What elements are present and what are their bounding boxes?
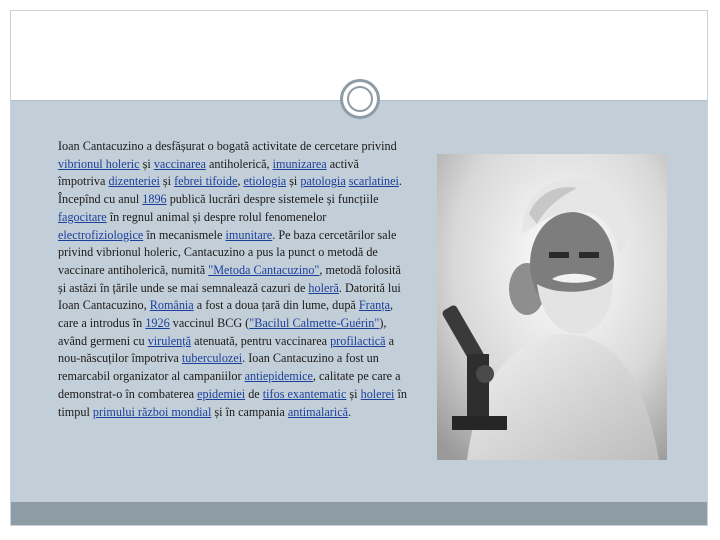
- paragraph-text: . Datorită lui Ioan Cantacuzino,: [58, 280, 401, 313]
- paragraph-link[interactable]: 1896: [142, 192, 167, 207]
- paragraph-link[interactable]: "Metoda Cantacuzino": [208, 262, 320, 277]
- paragraph-text: a fost a doua țară din lume, după: [193, 298, 359, 313]
- paragraph-text: și: [159, 174, 175, 189]
- footer-bar: [11, 502, 707, 525]
- paragraph-link[interactable]: febrei tifoide: [174, 174, 238, 189]
- paragraph-text: atenuată, pentru vaccinarea: [191, 333, 331, 348]
- paragraph-text: Ioan Cantacuzino a desfășurat o bogată activitate de cercetare privind: [58, 139, 397, 153]
- paragraph-text: și în campania: [211, 404, 288, 419]
- paragraph-link[interactable]: România: [149, 298, 194, 313]
- paragraph-link[interactable]: virulență: [147, 333, 192, 348]
- paragraph-text: ), având germeni cu: [58, 316, 387, 348]
- paragraph-text: , calitate pe care a demonstrat-o în combaterea: [58, 369, 401, 401]
- paragraph-link[interactable]: holerei: [360, 386, 395, 401]
- paragraph-link[interactable]: antiepidemice: [244, 369, 313, 384]
- paragraph-link[interactable]: vaccinarea: [153, 156, 206, 171]
- portrait-photo: [437, 154, 667, 460]
- paragraph-text: , care a introdus în: [58, 298, 394, 331]
- paragraph-text: activă împotriva: [58, 156, 359, 189]
- paragraph-text: publică lucrări despre sistemele și funcțiile: [166, 192, 379, 207]
- paragraph-link[interactable]: imunizarea: [272, 156, 327, 171]
- biography-paragraph: [58, 138, 408, 421]
- paragraph-link[interactable]: etiologia: [243, 174, 287, 189]
- paragraph-text: .: [348, 404, 352, 419]
- paragraph-link[interactable]: profilactică: [330, 333, 386, 348]
- circle-ornament-icon: [340, 79, 380, 119]
- paragraph-link[interactable]: tifos exantematic: [262, 386, 347, 401]
- paragraph-text: . Începînd cu anul: [58, 174, 402, 207]
- paragraph-text: de: [245, 386, 263, 401]
- paragraph-text: vaccinul BCG (: [169, 316, 250, 331]
- paragraph-text: , metodă folosită și astăzi în țările unde se mai semnalează cazuri de: [58, 262, 401, 295]
- paragraph-link[interactable]: holeră: [308, 280, 339, 295]
- paragraph-text: și: [286, 174, 301, 189]
- paragraph-link[interactable]: epidemiei: [197, 386, 246, 401]
- paragraph-text: în mecanismele: [143, 227, 226, 242]
- paragraph-text: și: [139, 156, 154, 171]
- paragraph-link[interactable]: Franța: [358, 298, 391, 313]
- paragraph-link[interactable]: antimalarică: [287, 404, 349, 419]
- paragraph-link[interactable]: scarlatinei: [348, 174, 399, 189]
- paragraph-text: a nou-născuților împotriva: [58, 333, 395, 366]
- paragraph-text: în timpul: [58, 386, 407, 419]
- paragraph-link[interactable]: primului război mondial: [92, 404, 212, 419]
- paragraph-link[interactable]: vibrionul holeric: [58, 156, 140, 171]
- paragraph-link[interactable]: patologia: [300, 174, 346, 189]
- paragraph-text: . Pe baza cercetărilor sale privind vibrionul holeric, Cantacuzino a pus la punct o metodă de vaccinare antiholerică, numită: [58, 227, 397, 277]
- paragraph-text: în regnul animal și despre rolul fenomenelor: [106, 209, 327, 224]
- paragraph-text: ,: [237, 174, 244, 189]
- paragraph-link[interactable]: dizenteriei: [108, 174, 160, 189]
- paragraph-link[interactable]: electrofiziologice: [58, 227, 144, 242]
- paragraph-link[interactable]: 1926: [145, 316, 170, 331]
- paragraph-text: antiholerică,: [205, 156, 273, 171]
- paragraph-link[interactable]: "Bacilul Calmette-Guérin": [249, 316, 380, 331]
- paragraph-link[interactable]: fagocitare: [58, 209, 107, 224]
- paragraph-text: și: [346, 386, 361, 401]
- paragraph-link[interactable]: tuberculozei: [181, 351, 243, 366]
- paragraph-text: . Ioan Cantacuzino a fost un remarcabil organizator al campaniilor: [58, 351, 379, 384]
- paragraph-link[interactable]: imunitare: [225, 227, 273, 242]
